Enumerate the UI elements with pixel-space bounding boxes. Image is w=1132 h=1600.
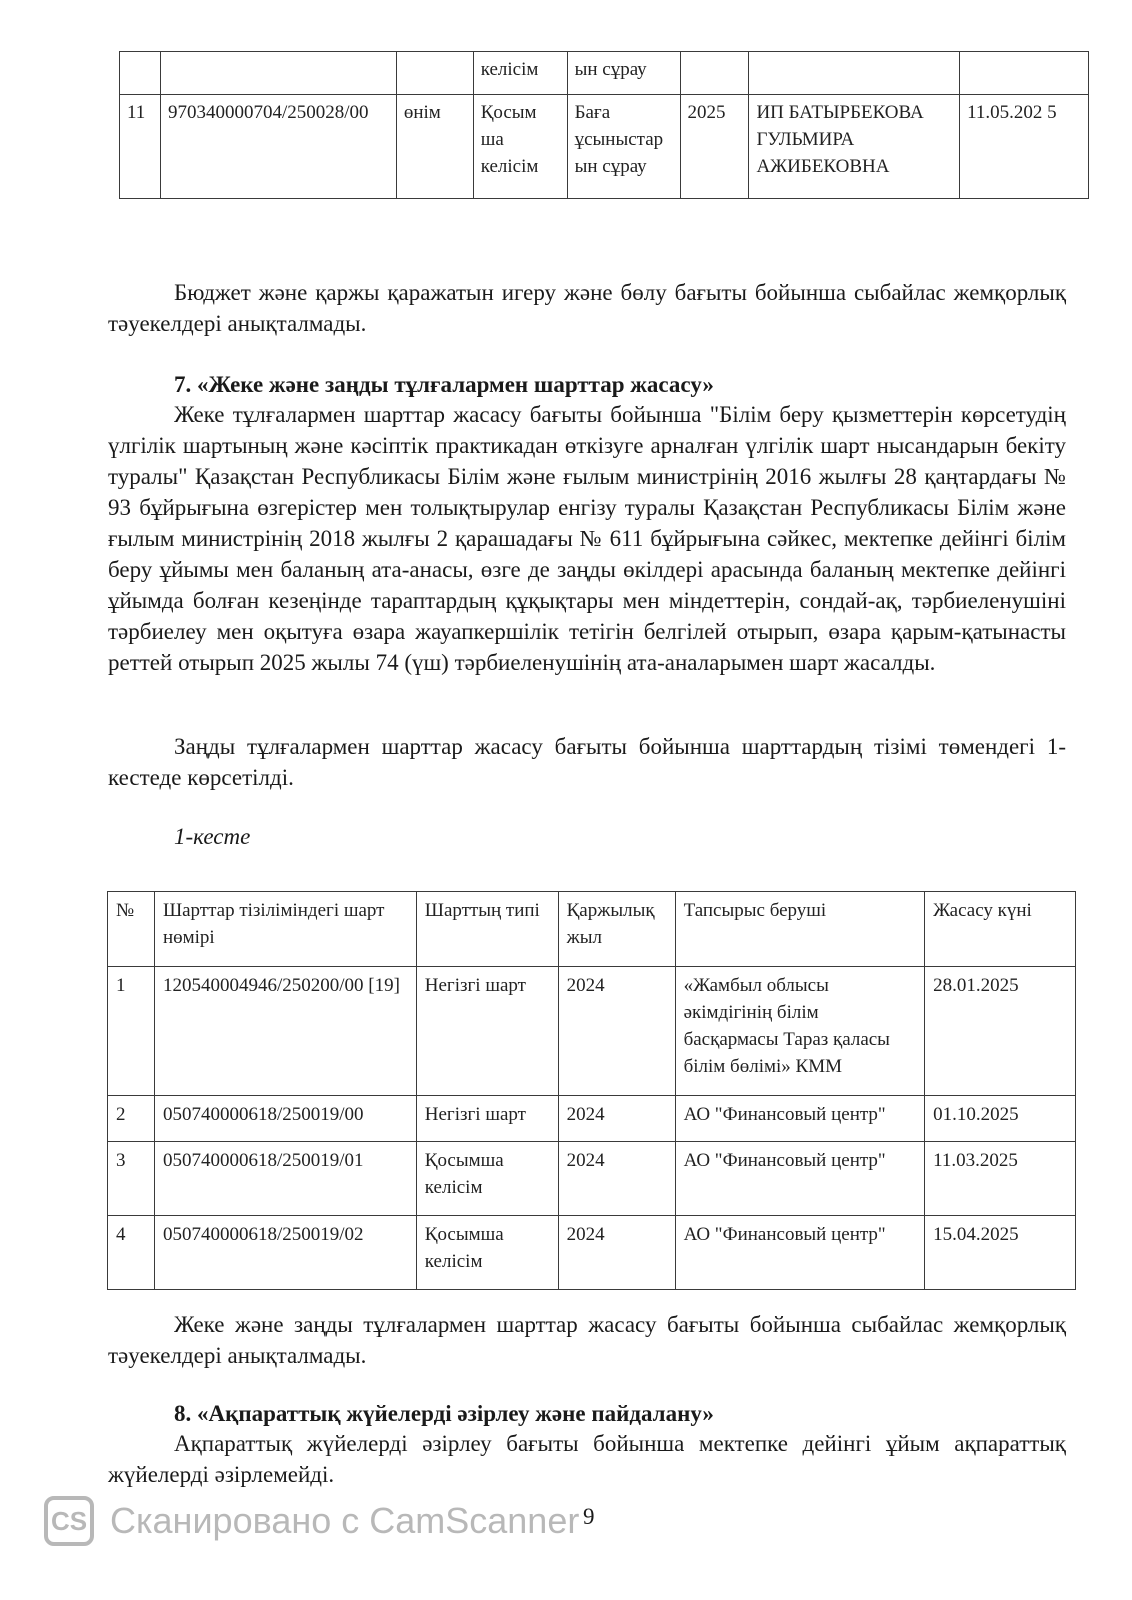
column-header: № xyxy=(108,892,155,967)
page-number: 9 xyxy=(583,1504,595,1529)
column-header: Тапсырыс беруші xyxy=(675,892,925,967)
table-cell: Қосымша келісім xyxy=(416,1142,558,1216)
table-row xyxy=(120,95,1089,199)
paragraph-budget: Бюджет және қаржы қаражатын игеру және бөлу бағыты бойынша сыбайлас жемқорлық тәуекелдері анықталмады. xyxy=(108,280,1066,336)
table-cell: 970340000704/250028/00 xyxy=(160,95,396,199)
section-7-heading: 7. «Жеке және заңды тұлғалармен шарттар жасасу» xyxy=(174,372,714,397)
table-row xyxy=(108,1096,1076,1142)
table-header-row xyxy=(108,892,1076,967)
table-row xyxy=(108,1142,1076,1216)
table-cell: 4 xyxy=(108,1216,155,1290)
table-cell: Қосымша келісім xyxy=(416,1216,558,1290)
table-row xyxy=(120,52,1089,95)
contracts-table xyxy=(107,891,1076,1290)
table-row xyxy=(108,967,1076,1096)
table-cell: 28.01.2025 xyxy=(925,967,1076,1096)
table-cell: 2024 xyxy=(558,1142,675,1216)
table-cell: өнім xyxy=(396,95,473,199)
table-cell xyxy=(160,52,396,95)
table-cell: 01.10.2025 xyxy=(925,1096,1076,1142)
table-cell: АО "Финансовый центр" xyxy=(675,1142,925,1216)
previous-table-continuation xyxy=(119,51,1089,199)
column-header: Жасасу күні xyxy=(925,892,1076,967)
table-cell: 11.03.2025 xyxy=(925,1142,1076,1216)
column-header: Шарттың типі xyxy=(416,892,558,967)
watermark-text: Сканировано с CamScanner xyxy=(110,1500,580,1541)
section-7-paragraph-3: Жеке және заңды тұлғалармен шарттар жасасу бағыты бойынша сыбайлас жемқорлық тәуекелдері анықталмады. xyxy=(108,1312,1066,1368)
table-cell: 2025 xyxy=(680,95,749,199)
table-cell: 2 xyxy=(108,1096,155,1142)
table-cell: ИП БАТЫРБЕКОВА ГУЛЬМИРА АЖИБЕКОВНА xyxy=(749,95,960,199)
table-cell: 15.04.2025 xyxy=(925,1216,1076,1290)
section-7-paragraph-1: Жеке тұлғалармен шарттар жасасу бағыты бойынша "Білім беру қызметтерін көрсетудің үлгілік шартының және кәсіптік практикадан өткізуге арналған үлгілік шарт нысандарын бекіту туралы" Қазақстан Республикасы Білім және ғылым министрінің 2016 жылғы 28 қаңтардағы № 93 бұйрығына өзгерістер мен толықтырулар енгізу туралы Қазақстан Республикасы Білім және ғылым министрінің 2018 жылғы 2 қарашадағы № 611 бұйрығына сәйкес, мектепке дейінгі білім беру ұйымы мен баланың ата-анасы, өзге де заңды өкілдері арасында баланың мектепке дейінгі ұйымда болған кезеңінде тараптардың құқықтары мен міндеттерін, сондай-ақ, тәрбиеленушіні тәрбиелеу мен оқытуға өзара жауапкершілік тетігін белгілей отырып, өзара қарым-қатынасты реттей отырып 2025 жылы 74 (үш) тәрбиеленушінің ата-аналарымен шарт жасалды. xyxy=(108,402,1066,675)
table-cell: Баға ұсыныстар ын сұрау xyxy=(567,95,680,199)
section-8-paragraph-1: Ақпараттық жүйелерді әзірлеу бағыты бойынша мектепке дейінгі ұйым ақпараттық жүйелерді әзірлемейді. xyxy=(108,1431,1066,1487)
camscanner-watermark xyxy=(44,1496,579,1546)
column-header: Шарттар тізіліміндегі шарт нөмірі xyxy=(154,892,416,967)
section-8-heading: 8. «Ақпараттық жүйелерді әзірлеу және пайдалану» xyxy=(174,1401,714,1426)
table-cell: 120540004946/250200/00 [19] xyxy=(154,967,416,1096)
table-cell: 050740000618/250019/02 xyxy=(154,1216,416,1290)
table-cell: 2024 xyxy=(558,1216,675,1290)
table-cell: Негізгі шарт xyxy=(416,967,558,1096)
table-cell: 11.05.202 5 xyxy=(960,95,1089,199)
section-7-paragraph-2: Заңды тұлғалармен шарттар жасасу бағыты бойынша шарттардың тізімі төмендегі 1-кестеде көрсетілді. xyxy=(108,734,1066,790)
table-cell xyxy=(680,52,749,95)
table-cell: Негізгі шарт xyxy=(416,1096,558,1142)
table-cell: ын сұрау xyxy=(567,52,680,95)
table-cell xyxy=(120,52,161,95)
table-caption: 1-кесте xyxy=(174,824,251,849)
table-cell: АО "Финансовый центр" xyxy=(675,1096,925,1142)
camscanner-logo-icon: CS xyxy=(44,1496,94,1546)
table-cell: 050740000618/250019/00 xyxy=(154,1096,416,1142)
table-cell xyxy=(396,52,473,95)
table-cell: 1 xyxy=(108,967,155,1096)
table-cell xyxy=(749,52,960,95)
table-cell: АО "Финансовый центр" xyxy=(675,1216,925,1290)
table-cell: 050740000618/250019/01 xyxy=(154,1142,416,1216)
table-cell xyxy=(960,52,1089,95)
column-header: Қаржылық жыл xyxy=(558,892,675,967)
table-cell: келісім xyxy=(473,52,567,95)
table-row xyxy=(108,1216,1076,1290)
table-cell: 2024 xyxy=(558,1096,675,1142)
table-cell: Қосым ша келісім xyxy=(473,95,567,199)
table-cell: 11 xyxy=(120,95,161,199)
table-cell: 2024 xyxy=(558,967,675,1096)
table-cell: 3 xyxy=(108,1142,155,1216)
table-cell: «Жамбыл облысы әкімдігінің білім басқармасы Тараз қаласы білім бөлімі» КММ xyxy=(675,967,925,1096)
